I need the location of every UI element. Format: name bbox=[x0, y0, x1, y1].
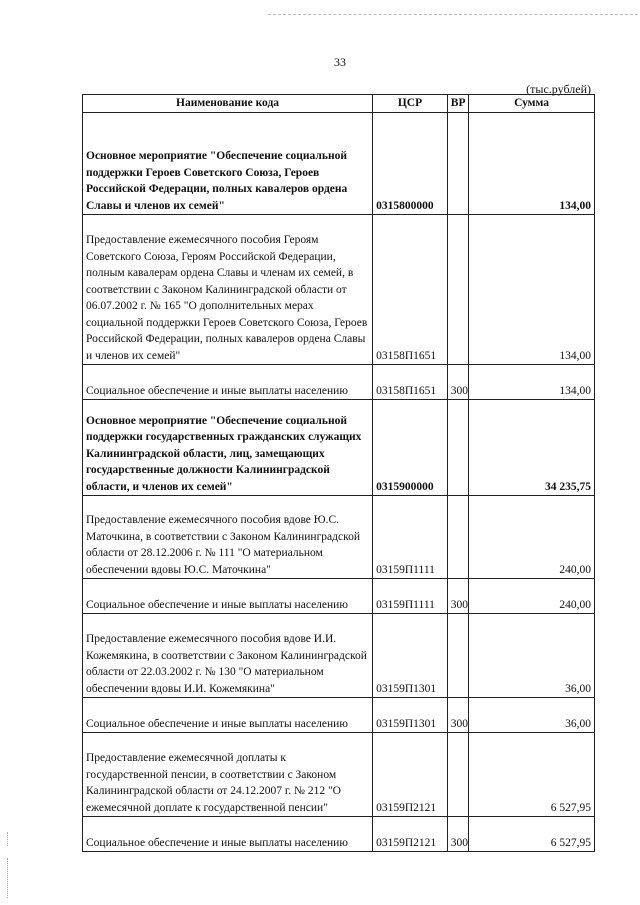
row-sum: 36,00 bbox=[469, 614, 595, 698]
table-row bbox=[83, 215, 595, 365]
scan-margin-mark bbox=[7, 858, 8, 898]
row-csr: 0315900000 bbox=[373, 400, 448, 496]
row-sum: 36,00 bbox=[469, 698, 595, 733]
row-vr bbox=[447, 614, 468, 698]
row-sum: 134,00 bbox=[469, 365, 595, 400]
table-row bbox=[83, 113, 595, 215]
row-sum: 34 235,75 bbox=[469, 400, 595, 496]
row-sum: 240,00 bbox=[469, 579, 595, 614]
row-csr: 03159П1301 bbox=[373, 698, 448, 733]
units-label: (тыс.рублей) bbox=[526, 82, 591, 96]
row-csr: 03159П2121 bbox=[373, 733, 448, 817]
row-vr: 300 bbox=[447, 698, 468, 733]
table-row bbox=[83, 614, 595, 698]
header-csr: ЦСР bbox=[373, 95, 448, 113]
scan-margin-mark bbox=[7, 832, 8, 846]
row-name: Социальное обеспечение и иные выплаты населению bbox=[83, 817, 373, 852]
row-vr: 300 bbox=[447, 817, 468, 852]
row-vr bbox=[447, 733, 468, 817]
table-row bbox=[83, 698, 595, 733]
row-name: Предоставление ежемесячного пособия вдове И.И. Кожемякина, в соответствии с Законом Калининградской области от 22.03.2002 г. № 130 "О материальном обеспечении вдовы И.И. Кожемякина" bbox=[83, 614, 373, 698]
row-name: Основное мероприятие "Обеспечение социальной поддержки государственных гражданских служащих Калининградской области, лиц, замещающих государственные должности Калининградской области, и членов их семей" bbox=[83, 400, 373, 496]
row-name: Основное мероприятие "Обеспечение социальной поддержки Героев Советского Союза, Героев Российской Федерации, полных кавалеров ордена Славы и членов их семей" bbox=[83, 113, 373, 215]
row-name: Социальное обеспечение и иные выплаты населению bbox=[83, 698, 373, 733]
table-row bbox=[83, 496, 595, 579]
row-name: Социальное обеспечение и иные выплаты населению bbox=[83, 365, 373, 400]
table-row bbox=[83, 400, 595, 496]
row-sum: 134,00 bbox=[469, 113, 595, 215]
table-row bbox=[83, 733, 595, 817]
row-name: Предоставление ежемесячного пособия Героям Советского Союза, Героям Российской Федерации, полным кавалерам ордена Славы и членам их семей, в соответствии с Законом Калининградской области от 06.07.2002 г. № 165 "О дополнительных мерах социальной поддержки Героев Советского Союза, Героев Российской Федерации, полных кавалеров ордена Славы и членов их семей" bbox=[83, 215, 373, 365]
row-name: Предоставление ежемесячной доплаты к государственной пенсии, в соответствии с Законом Калининградской области от 24.12.2007 г. № 212 "О ежемесячной доплате к государственной пенсии" bbox=[83, 733, 373, 817]
row-vr bbox=[447, 215, 468, 365]
row-vr: 300 bbox=[447, 579, 468, 614]
row-csr: 03158П1651 bbox=[373, 215, 448, 365]
row-csr: 03159П1111 bbox=[373, 579, 448, 614]
row-csr: 03158П1651 bbox=[373, 365, 448, 400]
row-sum: 240,00 bbox=[469, 496, 595, 579]
row-csr: 03159П1111 bbox=[373, 496, 448, 579]
row-csr: 03159П1301 bbox=[373, 614, 448, 698]
row-vr bbox=[447, 400, 468, 496]
row-sum: 6 527,95 bbox=[469, 817, 595, 852]
table-body bbox=[83, 113, 595, 852]
row-vr bbox=[447, 496, 468, 579]
header-name: Наименование кода bbox=[83, 95, 373, 113]
row-name: Предоставление ежемесячного пособия вдове Ю.С. Маточкина, в соответствии с Законом Калининградской области от 28.12.2006 г. № 111 "О материальном обеспечении вдовы Ю.С. Маточкина" bbox=[83, 496, 373, 579]
table-row bbox=[83, 817, 595, 852]
table-row bbox=[83, 365, 595, 400]
row-csr: 03159П2121 bbox=[373, 817, 448, 852]
row-sum: 6 527,95 bbox=[469, 733, 595, 817]
row-csr: 0315800000 bbox=[373, 113, 448, 215]
table-row bbox=[83, 579, 595, 614]
header-sum: Сумма bbox=[469, 95, 595, 113]
row-vr bbox=[447, 113, 468, 215]
scan-top-rule bbox=[268, 14, 638, 15]
row-vr: 300 bbox=[447, 365, 468, 400]
row-name: Социальное обеспечение и иные выплаты населению bbox=[83, 579, 373, 614]
row-sum: 134,00 bbox=[469, 215, 595, 365]
budget-table bbox=[82, 94, 595, 852]
table-header-row bbox=[83, 95, 595, 113]
page-number: 33 bbox=[334, 55, 346, 69]
header-vr: ВР bbox=[447, 95, 468, 113]
